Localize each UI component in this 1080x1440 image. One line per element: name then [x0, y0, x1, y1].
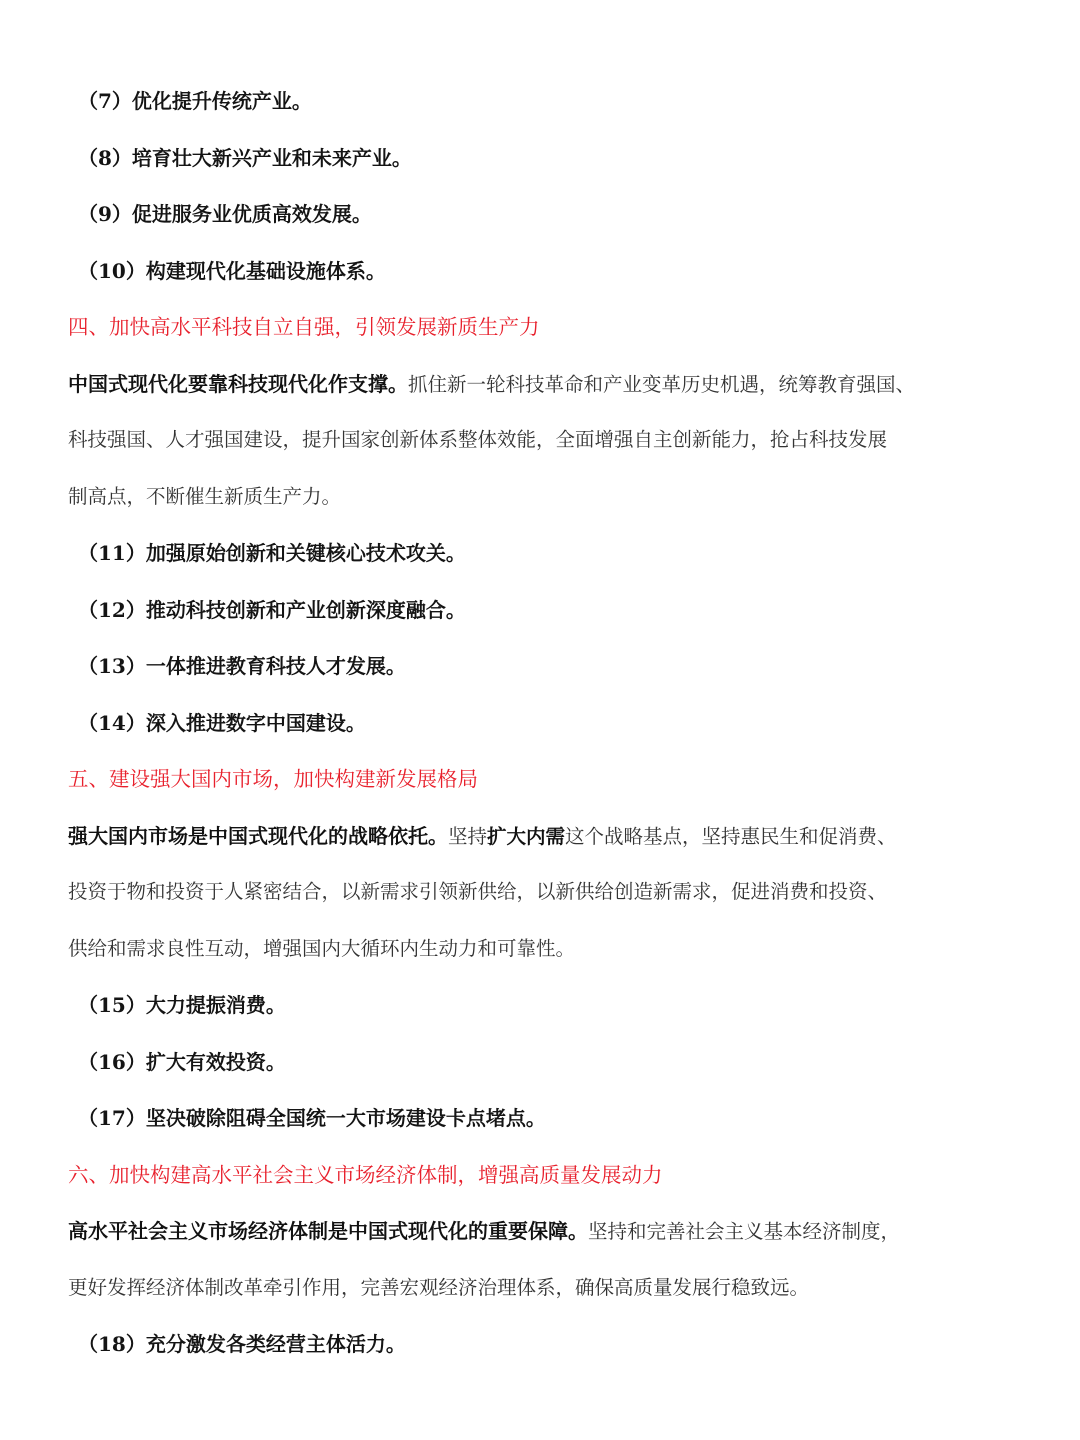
paragraph-line	[0, 1203, 1080, 1259]
paragraph-lead: 强大国内市场是中国式现代化的战略依托。	[68, 824, 448, 848]
list-item: （15）大力提振消费。	[78, 993, 286, 1017]
paragraph-lead: 中国式现代化要靠科技现代化作支撑。	[68, 372, 408, 396]
paragraph-text: 坚持	[448, 825, 488, 848]
list-item: （16）扩大有效投资。	[78, 1050, 286, 1074]
list-item: （10）构建现代化基础设施体系。	[78, 259, 386, 283]
list-item: （8）培育壮大新兴产业和未来产业。	[78, 146, 412, 170]
list-item: （17）坚决破除阻碍全国统一大市场建设卡点堵点。	[78, 1106, 546, 1130]
paragraph-text: 这个战略基点，坚持惠民生和促消费、	[565, 825, 897, 848]
list-item: （12）推动科技创新和产业创新深度融合。	[78, 598, 466, 622]
paragraph-line: 投资于物和投资于人紧密结合，以新需求引领新供给，以新供给创造新需求，促进消费和投资、	[68, 880, 888, 903]
list-item: （11）加强原始创新和关键核心技术攻关。	[78, 541, 466, 565]
paragraph-text: 坚持和完善社会主义基本经济制度，	[588, 1220, 901, 1243]
paragraph-line: 科技强国、人才强国建设，提升国家创新体系整体效能，全面增强自主创新能力，抢占科技发展	[68, 428, 888, 451]
section-heading-6: 六、加快构建高水平社会主义市场经济体制，增强高质量发展动力	[68, 1163, 663, 1187]
list-item: （18）充分激发各类经营主体活力。	[78, 1332, 406, 1356]
list-item: （13）一体推进教育科技人才发展。	[78, 654, 406, 678]
paragraph-line: 供给和需求良性互动，增强国内大循环内生动力和可靠性。	[68, 937, 576, 960]
paragraph-line: 更好发挥经济体制改革牵引作用，完善宏观经济治理体系，确保高质量发展行稳致远。	[68, 1276, 810, 1299]
list-item: （7）优化提升传统产业。	[78, 89, 312, 113]
list-item: （14）深入推进数字中国建设。	[78, 711, 366, 735]
paragraph-emphasis: 扩大内需	[487, 825, 566, 848]
paragraph-line	[0, 808, 1080, 864]
section-heading-5: 五、建设强大国内市场，加快构建新发展格局	[68, 767, 478, 791]
paragraph-text: 抓住新一轮科技革命和产业变革历史机遇，统筹教育强国、	[408, 373, 916, 396]
paragraph-lead: 高水平社会主义市场经济体制是中国式现代化的重要保障。	[68, 1219, 588, 1243]
section-heading-4: 四、加快高水平科技自立自强，引领发展新质生产力	[68, 315, 540, 339]
paragraph-line	[0, 356, 1080, 412]
paragraph-line: 制高点，不断催生新质生产力。	[68, 485, 342, 508]
list-item: （9）促进服务业优质高效发展。	[78, 202, 372, 226]
